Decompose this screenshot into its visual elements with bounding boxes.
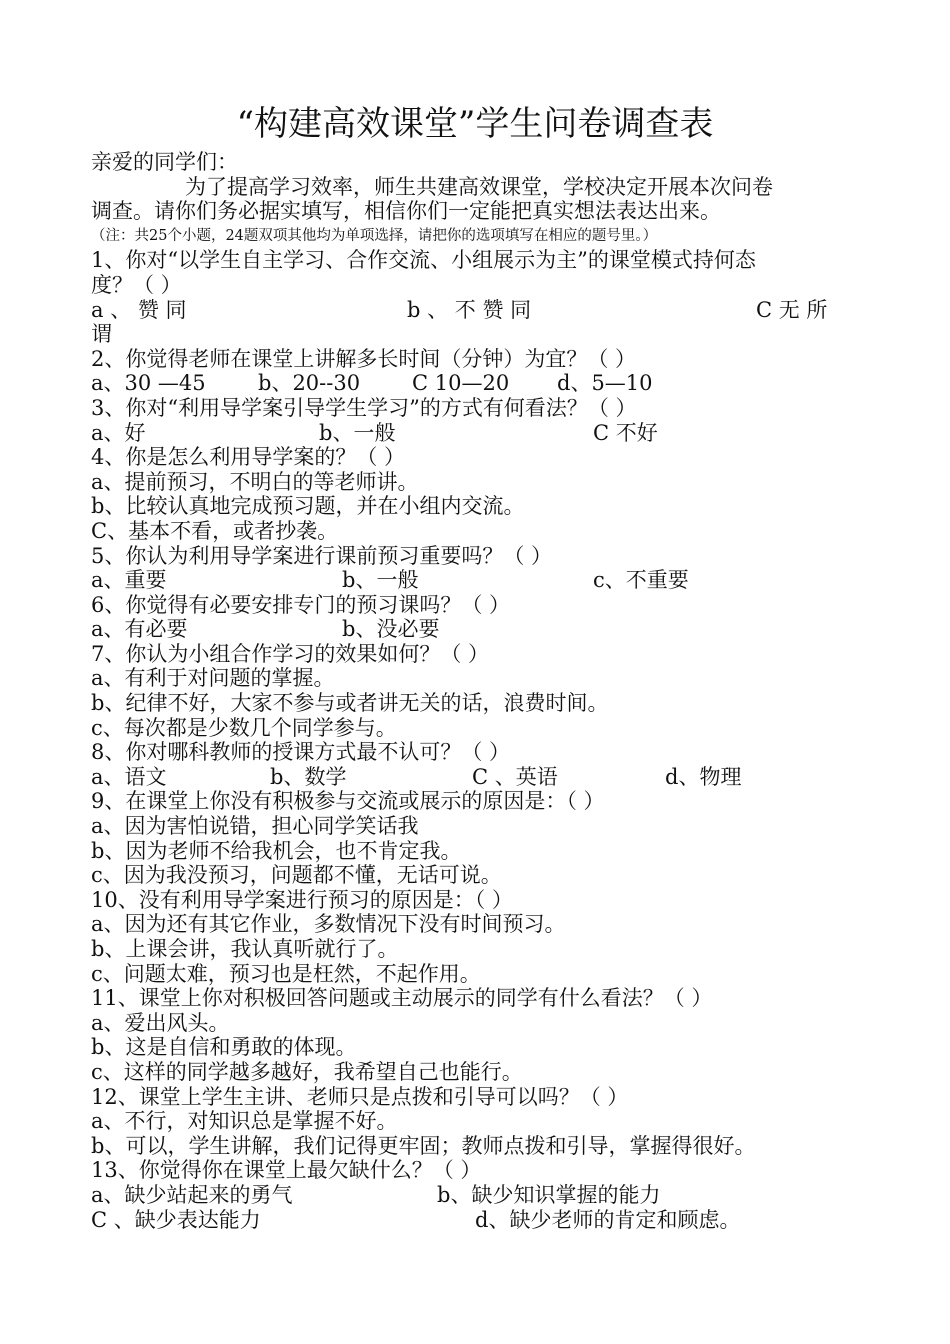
q13-option-b: b、缺少知识掌握的能力 [437, 1182, 661, 1207]
question-1-text: 1、你对“以学生自主学习、合作交流、小组展示为主”的课堂模式持何态 [91, 248, 756, 273]
question-8-text: 8、你对哪科教师的授课方式最不认可？（ ） [91, 740, 511, 765]
q1-option-c-cont: 谓 [91, 322, 112, 347]
q4-option-b: b、比较认真地完成预习题，并在小组内交流。 [91, 494, 525, 519]
q10-option-c: c、问题太难，预习也是枉然，不起作用。 [91, 961, 481, 986]
question-12-text: 12、课堂上学生主讲、老师只是点拨和引导可以吗？（ ） [91, 1084, 629, 1109]
q11-option-c: c、这样的同学越多越好，我希望自己也能行。 [91, 1059, 523, 1084]
question-7-text: 7、你认为小组合作学习的效果如何？（ ） [91, 641, 490, 666]
q7-option-b: b、纪律不好，大家不参与或者讲无关的话，浪费时间。 [91, 691, 609, 716]
question-4-text: 4、你是怎么利用导学案的？（ ） [91, 445, 406, 470]
question-9-text: 9、在课堂上你没有积极参与交流或展示的原因是：（ ） [91, 789, 605, 814]
question-10-text: 10、没有利用导学案进行预习的原因是：（ ） [91, 887, 513, 912]
q8-option-d: d、物理 [665, 764, 742, 789]
q2-option-a: a、30 —45 [91, 371, 206, 396]
greeting: 亲爱的同学们： [91, 150, 238, 174]
question-13-options-row-1 [91, 1183, 861, 1208]
question-2-text: 2、你觉得老师在课堂上讲解多长时间（分钟）为宜？（ ） [91, 346, 637, 371]
question-8-options [91, 765, 861, 790]
q12-option-b: b、可以，学生讲解，我们记得更牢固；教师点拨和引导，掌握得很好。 [91, 1133, 756, 1158]
question-3-text: 3、你对“利用导学案引导学生学习”的方式有何看法？（ ） [91, 395, 637, 420]
q8-option-a: a、语文 [91, 764, 167, 789]
q13-option-c: C 、缺少表达能力 [91, 1207, 261, 1232]
question-13-options-row-2 [91, 1208, 861, 1233]
q5-option-b: b、一般 [342, 568, 419, 593]
q2-option-b: b、20--30 [258, 371, 361, 396]
q3-option-b: b、一般 [319, 420, 396, 445]
q13-option-a: a、缺少站起来的勇气 [91, 1182, 293, 1207]
q6-option-a: a、有必要 [91, 617, 188, 642]
q3-option-c: C 不好 [593, 420, 658, 445]
instruction-note: （注：共25个小题，24题双项其他均为单项选择，请把你的选项填写在相应的题号里。） [91, 227, 658, 244]
q5-option-a: a、重要 [91, 568, 167, 593]
question-6-text: 6、你觉得有必要安排专门的预习课吗？（ ） [91, 592, 511, 617]
question-2-options [91, 371, 861, 396]
q10-option-a: a、因为还有其它作业，多数情况下没有时间预习。 [91, 912, 566, 937]
q8-option-c: C 、英语 [472, 764, 558, 789]
question-11-text: 11、课堂上你对积极回答问题或主动展示的同学有什么看法？（ ） [91, 986, 713, 1011]
q4-option-a: a、提前预习，不明白的等老师讲。 [91, 469, 419, 494]
question-3-options [91, 421, 861, 446]
page-title: “构建高效课堂”学生问卷调查表 [236, 104, 714, 144]
question-5-text: 5、你认为利用导学案进行课前预习重要吗？（ ） [91, 543, 553, 568]
q1-option-a: a 、 赞 同 [91, 297, 187, 322]
q8-option-b: b、数学 [270, 764, 347, 789]
q1-option-b: b 、 不 赞 同 [407, 297, 532, 322]
question-6-options [91, 617, 861, 642]
q10-option-b: b、上课会讲，我认真听就行了。 [91, 937, 399, 961]
questionnaire-body [91, 150, 861, 1232]
q3-option-a: a、好 [91, 420, 146, 445]
question-5-options [91, 568, 861, 593]
intro-line-2: 调查。请你们务必据实填写，相信你们一定能把真实想法表达出来。 [91, 199, 721, 224]
q11-option-a: a、爱出风头。 [91, 1010, 230, 1035]
q9-option-c: c、因为我没预习，问题都不懂，无话可说。 [91, 863, 502, 888]
question-1-text-cont: 度？（ ） [91, 272, 182, 297]
q13-option-d: d、缺少老师的肯定和顾虑。 [475, 1207, 741, 1232]
q6-option-b: b、没必要 [342, 617, 440, 642]
q5-option-c: c、不重要 [593, 568, 689, 593]
q7-option-c: c、每次都是少数几个同学参与。 [91, 715, 397, 740]
question-1-options [91, 298, 861, 323]
q9-option-b: b、因为老师不给我机会，也不肯定我。 [91, 838, 462, 863]
q1-option-c: C 无 所 [756, 297, 828, 322]
q2-option-d: d、5—10 [557, 371, 653, 396]
q9-option-a: a、因为害怕说错，担心同学笑话我 [91, 814, 419, 839]
intro-line-1: 为了提高学习效率，师生共建高效课堂，学校决定开展本次问卷 [185, 174, 773, 199]
q4-option-c: C、基本不看，或者抄袭。 [91, 518, 339, 543]
question-13-text: 13、你觉得你在课堂上最欠缺什么？（ ） [91, 1158, 482, 1183]
q7-option-a: a、有利于对问题的掌握。 [91, 666, 335, 691]
q2-option-c: C 10—20 [412, 371, 510, 396]
q12-option-a: a、不行，对知识总是掌握不好。 [91, 1109, 398, 1134]
q11-option-b: b、这是自信和勇敢的体现。 [91, 1035, 357, 1060]
